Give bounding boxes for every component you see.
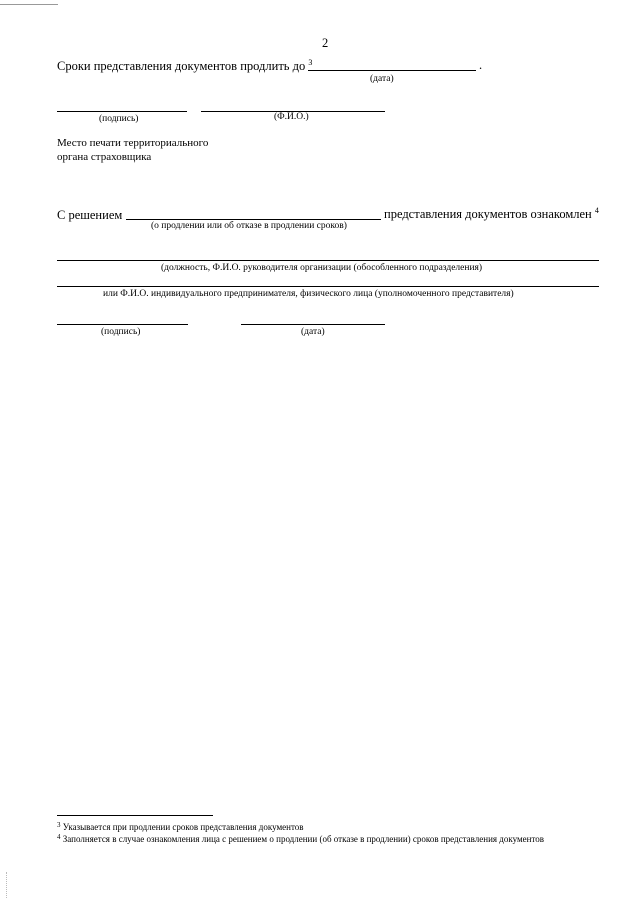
date-line-2[interactable] (241, 324, 385, 325)
name-caption-1: (Ф.И.О.) (274, 112, 309, 122)
extension-date-caption: (дата) (370, 74, 394, 84)
decision-lead: С решением (57, 208, 123, 222)
footnote-3 (57, 822, 304, 832)
stamp-line-1: Место печати территориального (57, 137, 209, 149)
footnote-4 (57, 834, 544, 844)
extension-date-line[interactable] (308, 70, 476, 71)
signature-caption-1: (подпись) (99, 114, 139, 124)
decision-tail-wrap (384, 207, 599, 222)
footnote-separator (57, 815, 213, 816)
scan-edge-dots (6, 872, 8, 898)
position-caption-1: (должность, Ф.И.О. руководителя организации (обособленного подразделения) (161, 263, 483, 273)
decision-caption: (о продлении или об отказе в продлении сроков) (151, 221, 347, 231)
decision-tail: представления документов ознакомлен (384, 207, 592, 221)
footnote-mark-4: 4 (594, 206, 599, 215)
extension-period: . (479, 58, 483, 72)
footnote-3-mark: 3 (57, 821, 61, 829)
signature-caption-2: (подпись) (101, 327, 141, 337)
decision-line[interactable] (126, 219, 381, 220)
extension-text: Сроки представления документов продлить до (57, 59, 306, 73)
footnote-mark-3: 3 (308, 58, 313, 67)
scan-edge-line (0, 4, 58, 5)
position-caption-2: или Ф.И.О. индивидуального предпринимателя, физического лица (уполномоченного представителя) (103, 289, 514, 299)
position-line-1[interactable] (57, 260, 599, 261)
extension-statement (57, 59, 312, 74)
footnote-3-text: Указывается при продлении сроков представления документов (62, 822, 304, 832)
position-line-2[interactable] (57, 286, 599, 287)
footnote-4-text: Заполняется в случае ознакомления лица с решением о продлении (об отказе в продлении) сроков представления документов (62, 834, 545, 844)
signature-line-2[interactable] (57, 324, 188, 325)
signature-line-1[interactable] (57, 111, 187, 112)
footnote-4-mark: 4 (57, 833, 61, 841)
stamp-line-2: органа страховщика (57, 151, 152, 163)
date-caption-2: (дата) (301, 327, 325, 337)
page-number: 2 (322, 36, 329, 50)
